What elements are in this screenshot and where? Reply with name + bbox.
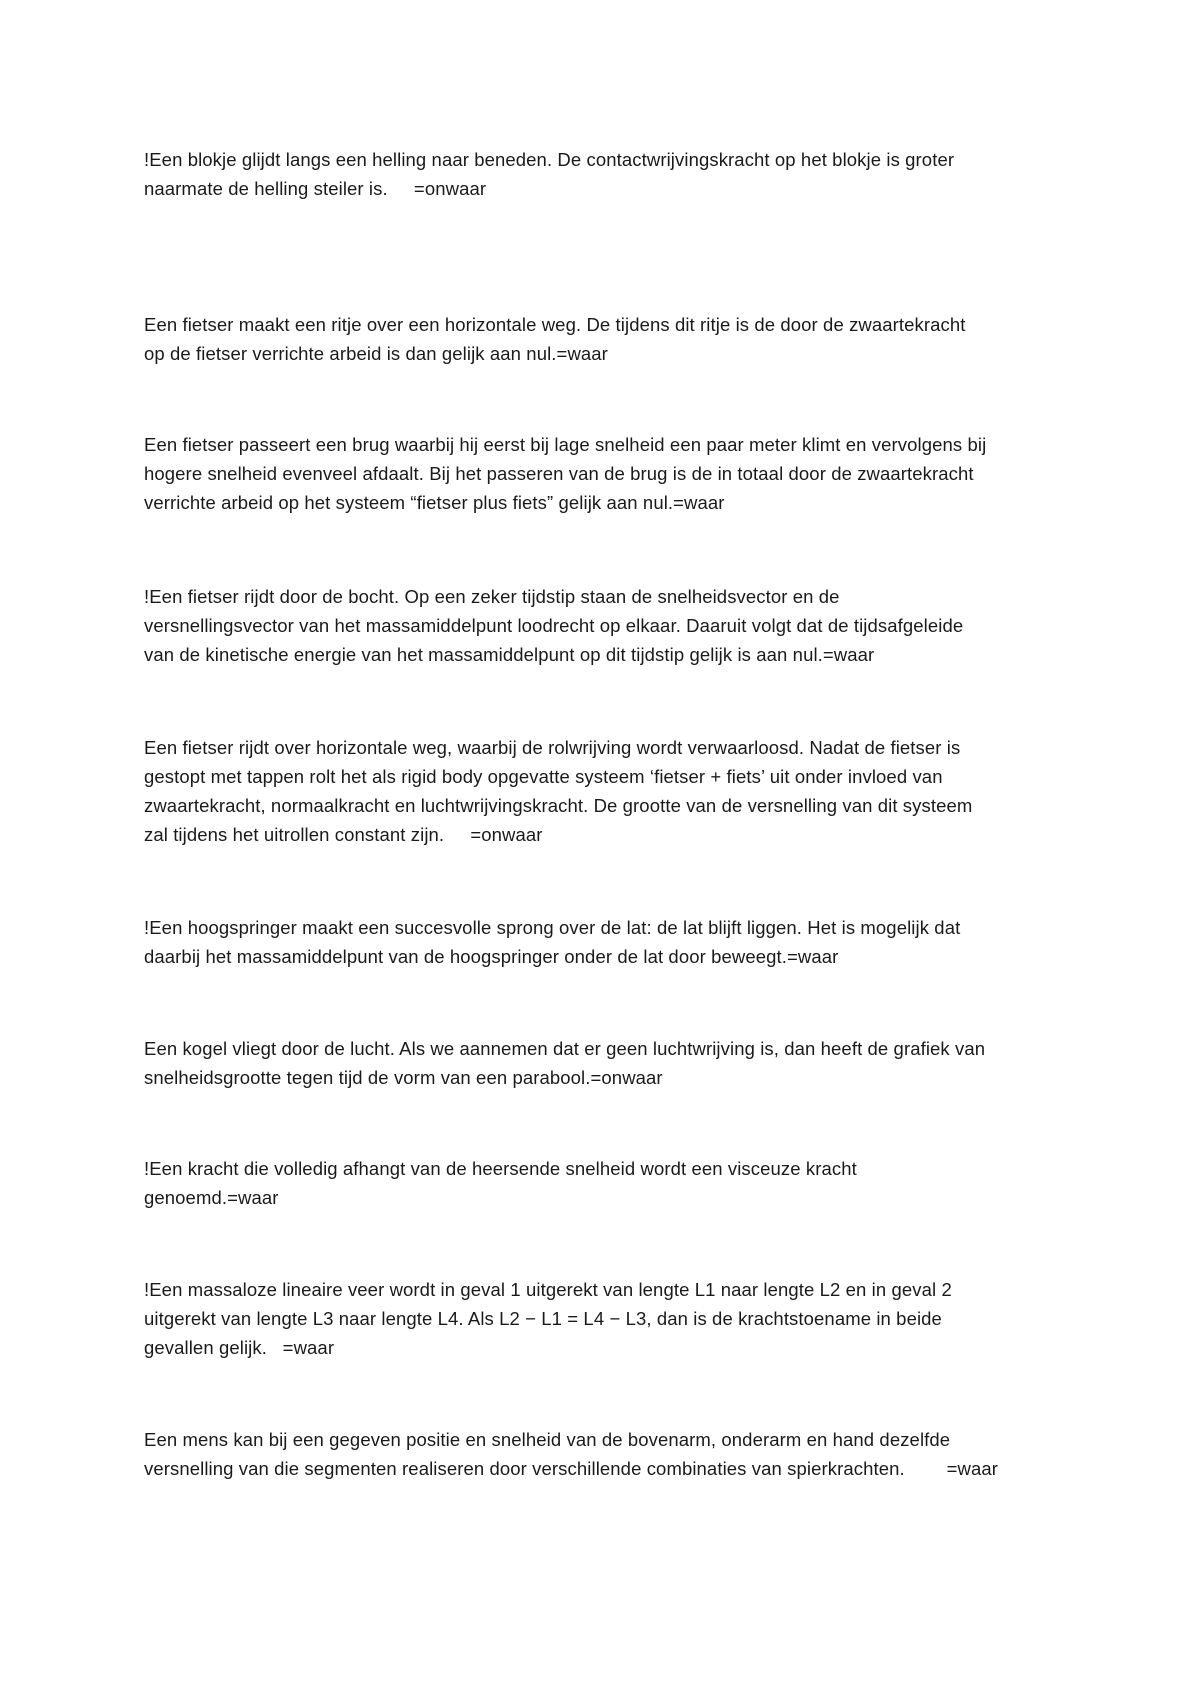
statement-line: gevallen gelijk. =waar xyxy=(144,1337,335,1358)
statement-paragraph xyxy=(144,310,1074,368)
statement-line: van de kinetische energie van het massamiddelpunt op dit tijdstip gelijk is aan nul.=waar xyxy=(144,644,875,665)
statement-paragraph xyxy=(144,913,1074,971)
statement-line: !Een kracht die volledig afhangt van de heersende snelheid wordt een visceuze kracht xyxy=(144,1158,857,1179)
statement-line: gestopt met tappen rolt het als rigid body opgevatte systeem ‘fietser + fiets’ uit onder invloed van xyxy=(144,766,943,787)
statement-line: naarmate de helling steiler is. =onwaar xyxy=(144,178,487,199)
statement-paragraph xyxy=(144,145,1074,203)
statement-paragraph xyxy=(144,1154,1074,1212)
statement-paragraph xyxy=(144,733,1074,849)
statement-line: Een fietser passeert een brug waarbij hij eerst bij lage snelheid een paar meter klimt en vervolgens bij xyxy=(144,434,987,455)
statement-line: zal tijdens het uitrollen constant zijn. =onwaar xyxy=(144,824,543,845)
statement-line: snelheidsgrootte tegen tijd de vorm van een parabool.=onwaar xyxy=(144,1067,663,1088)
statement-line: daarbij het massamiddelpunt van de hoogspringer onder de lat door beweegt.=waar xyxy=(144,946,839,967)
statement-paragraph xyxy=(144,430,1074,517)
statement-line: Een mens kan bij een gegeven positie en snelheid van de bovenarm, onderarm en hand dezelfde xyxy=(144,1429,951,1450)
statement-line: versnelling van die segmenten realiseren door verschillende combinaties van spierkrachten. =waar xyxy=(144,1458,999,1479)
statement-line: genoemd.=waar xyxy=(144,1187,279,1208)
statement-line: op de fietser verrichte arbeid is dan gelijk aan nul.=waar xyxy=(144,343,608,364)
statement-line: Een kogel vliegt door de lucht. Als we aannemen dat er geen luchtwrijving is, dan heeft de grafiek van xyxy=(144,1038,986,1059)
statement-line: uitgerekt van lengte L3 naar lengte L4. Als L2 − L1 = L4 − L3, dan is de krachtstoename in beide xyxy=(144,1308,942,1329)
statement-paragraph xyxy=(144,1034,1074,1092)
statement-line: Een fietser maakt een ritje over een horizontale weg. De tijdens dit ritje is de door de zwaartekracht xyxy=(144,314,966,335)
statement-line: zwaartekracht, normaalkracht en luchtwrijvingskracht. De grootte van de versnelling van dit systeem xyxy=(144,795,973,816)
statement-line: !Een blokje glijdt langs een helling naar beneden. De contactwrijvingskracht op het blokje is groter xyxy=(144,149,955,170)
statement-line: verrichte arbeid op het systeem “fietser plus fiets” gelijk aan nul.=waar xyxy=(144,492,725,513)
statement-line: hogere snelheid evenveel afdaalt. Bij het passeren van de brug is de in totaal door de zwaartekracht xyxy=(144,463,974,484)
statement-paragraph xyxy=(144,1275,1074,1362)
statement-line: !Een hoogspringer maakt een succesvolle sprong over de lat: de lat blijft liggen. Het is mogelijk dat xyxy=(144,917,961,938)
statement-line: versnellingsvector van het massamiddelpunt loodrecht op elkaar. Daaruit volgt dat de tijdsafgeleide xyxy=(144,615,964,636)
statement-line: Een fietser rijdt over horizontale weg, waarbij de rolwrijving wordt verwaarloosd. Nadat de fietser is xyxy=(144,737,961,758)
statement-paragraph xyxy=(144,582,1074,669)
statement-line: !Een massaloze lineaire veer wordt in geval 1 uitgerekt van lengte L1 naar lengte L2 en in geval 2 xyxy=(144,1279,952,1300)
statement-line: !Een fietser rijdt door de bocht. Op een zeker tijdstip staan de snelheidsvector en de xyxy=(144,586,840,607)
statement-paragraph xyxy=(144,1425,1074,1483)
